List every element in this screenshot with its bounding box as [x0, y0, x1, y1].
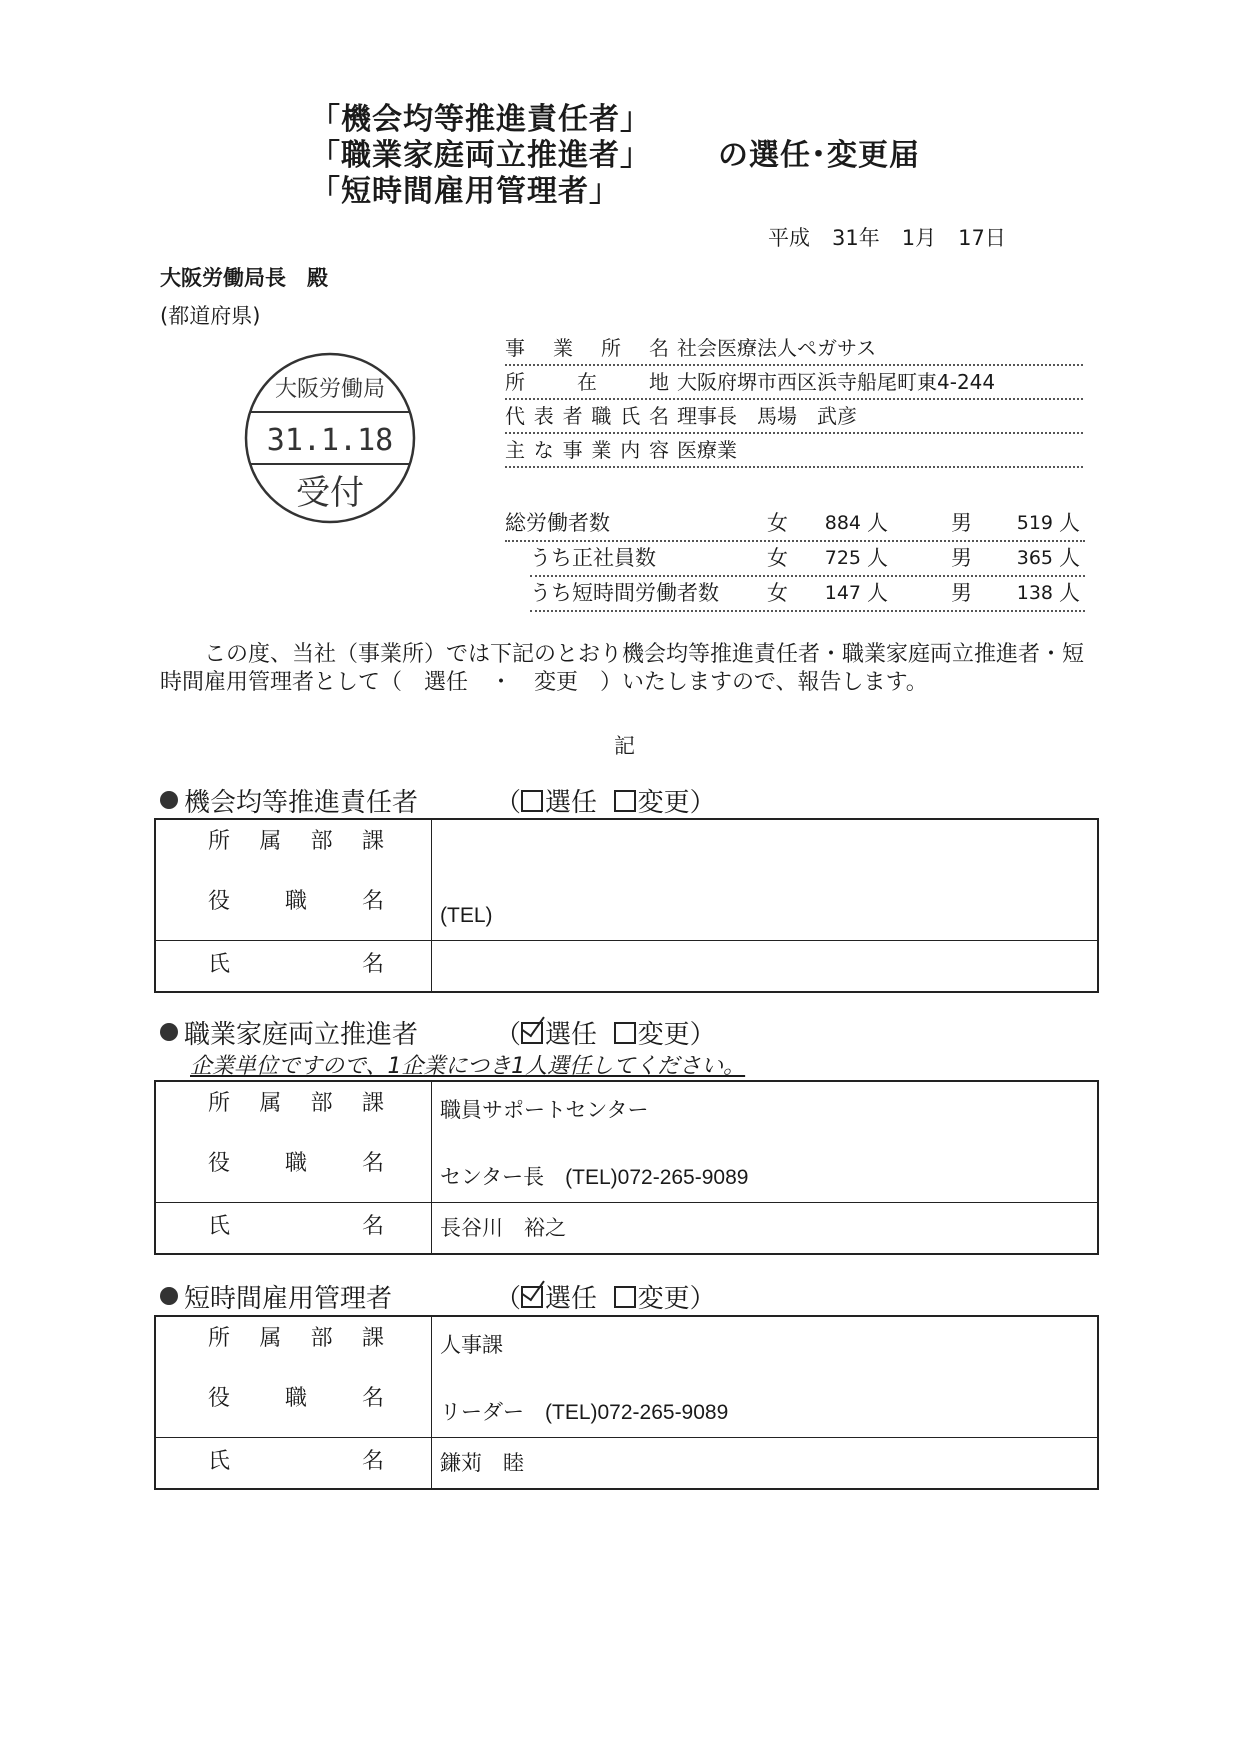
option-select-label: 選任	[545, 788, 598, 818]
value-cell[interactable]	[432, 1316, 1099, 1438]
male-count: 365	[1016, 547, 1053, 569]
title-line-2: 「職業家庭両立推進者」	[310, 138, 651, 173]
label-name: 氏名	[208, 952, 384, 977]
checkbox-select[interactable]	[521, 790, 543, 812]
info-value: 医療業	[677, 438, 737, 462]
section-table-part-time	[154, 1315, 1099, 1490]
option-paren: （	[495, 1020, 522, 1050]
option-change-label: 変更）	[637, 1020, 716, 1050]
name-cell[interactable]	[432, 1203, 1099, 1255]
section-title: 機会均等推進責任者	[184, 788, 419, 818]
bullet-icon	[160, 791, 178, 809]
title-suffix: の選任･変更届	[718, 138, 920, 173]
female-label: 女	[767, 511, 788, 535]
section-table-equal-opportunity	[154, 818, 1099, 993]
name-value: 鎌苅 睦	[440, 1451, 524, 1475]
section-heading-part-time	[160, 1278, 716, 1315]
male-count: 519	[1016, 512, 1053, 534]
label-position: 役職名	[208, 889, 384, 914]
label-name: 氏名	[208, 1449, 384, 1474]
section-options	[495, 782, 716, 819]
dept-value	[432, 820, 1097, 880]
label-dept: 所属部課	[208, 1326, 384, 1351]
name-cell[interactable]	[432, 941, 1099, 993]
option-select-label: 選任	[545, 1020, 598, 1050]
unit-label: 人	[867, 546, 888, 570]
count-row-parttime	[530, 576, 1085, 612]
section-note: 企業単位ですので、1企業につき1人選任してください。	[190, 1054, 746, 1079]
info-value: 社会医療法人ペガサス	[677, 336, 877, 360]
checkbox-select-checked[interactable]	[521, 1022, 543, 1044]
section-title: 職業家庭両立推進者	[184, 1020, 419, 1050]
date-month: 1月	[901, 226, 937, 250]
info-label: 事業所名	[505, 336, 669, 360]
bullet-icon	[160, 1023, 178, 1041]
unit-label: 人	[867, 581, 888, 605]
section-heading-work-family	[160, 1014, 716, 1051]
count-row-regular	[530, 541, 1085, 577]
info-row-business	[505, 434, 1083, 468]
option-change-label: 変更）	[637, 788, 716, 818]
checkbox-change[interactable]	[614, 1286, 636, 1308]
female-label: 女	[767, 546, 788, 570]
checkbox-change[interactable]	[614, 1022, 636, 1044]
female-count: 725	[824, 547, 861, 569]
title-line-1: 「機会均等推進責任者」	[310, 102, 651, 137]
option-select-label: 選任	[545, 1284, 598, 1314]
unit-label: 人	[867, 511, 888, 535]
date-year: 31年	[832, 226, 880, 250]
section-heading-equal-opportunity	[160, 782, 716, 819]
info-row-address	[505, 366, 1083, 400]
female-label: 女	[767, 581, 788, 605]
male-label: 男	[951, 546, 972, 570]
reception-stamp	[242, 350, 418, 526]
addressee-sub: (都道府県)	[160, 304, 261, 328]
option-paren: （	[495, 1284, 522, 1314]
male-label: 男	[951, 511, 972, 535]
info-label: 主な事業内容	[505, 438, 669, 462]
unit-label: 人	[1059, 546, 1080, 570]
info-value: 大阪府堺市西区浜寺船尾町東4-244	[677, 370, 996, 394]
value-cell[interactable]	[432, 819, 1099, 941]
value-cell[interactable]	[432, 1081, 1099, 1203]
unit-label: 人	[1059, 581, 1080, 605]
male-count: 138	[1016, 582, 1053, 604]
count-row-total	[505, 506, 1085, 542]
checkbox-change[interactable]	[614, 790, 636, 812]
info-label: 所在地	[505, 370, 669, 394]
bullet-icon	[160, 1287, 178, 1305]
date-day: 17日	[958, 226, 1006, 250]
name-value	[432, 941, 1097, 991]
checkbox-select-checked[interactable]	[521, 1286, 543, 1308]
dept-value: 人事課	[440, 1333, 503, 1357]
submission-date	[768, 222, 1028, 252]
info-row-representative	[505, 400, 1083, 434]
count-label: うち短時間労働者数	[530, 581, 719, 605]
section-table-work-family	[154, 1080, 1099, 1255]
position-value: リーダー (TEL)072-265-9089	[440, 1401, 729, 1424]
report-paragraph: この度、当社（事業所）では下記のとおり機会均等推進責任者・職業家庭両立推進者・短時間雇用管理者として（ 選任 ・ 変更 ）いたしますので、報告します。	[160, 642, 1085, 695]
name-value: 長谷川 裕之	[440, 1216, 566, 1240]
unit-label: 人	[1059, 511, 1080, 535]
section-options	[495, 1014, 716, 1051]
label-name: 氏名	[208, 1214, 384, 1239]
position-value: センター長 (TEL)072-265-9089	[440, 1166, 749, 1189]
name-cell[interactable]	[432, 1438, 1099, 1490]
section-options	[495, 1278, 716, 1315]
label-cell	[155, 819, 432, 941]
option-change-label: 変更）	[637, 1284, 716, 1314]
date-era: 平成	[768, 226, 810, 250]
title-line-3: 「短時間雇用管理者」	[310, 174, 620, 209]
option-paren: （	[495, 788, 522, 818]
stamp-bottom-text: 受付	[296, 473, 364, 513]
dept-value: 職員サポートセンター	[440, 1098, 649, 1122]
label-dept: 所属部課	[208, 1091, 384, 1116]
label-position: 役職名	[208, 1386, 384, 1411]
stamp-top-text: 大阪労働局	[274, 377, 386, 402]
female-count: 884	[824, 512, 861, 534]
position-value: (TEL)	[440, 904, 493, 927]
info-label: 代表者職氏名	[505, 404, 669, 428]
count-label: うち正社員数	[530, 546, 656, 570]
ki-heading: 記	[614, 734, 635, 758]
count-label: 総労働者数	[505, 511, 610, 535]
info-row-office	[505, 332, 1083, 366]
male-label: 男	[951, 581, 972, 605]
info-value: 理事長 馬場 武彦	[677, 404, 857, 428]
label-dept: 所属部課	[208, 829, 384, 854]
addressee-name: 大阪労働局長 殿	[160, 266, 328, 290]
stamp-date: 31.1.18	[266, 423, 394, 458]
section-title: 短時間雇用管理者	[184, 1284, 393, 1314]
female-count: 147	[824, 582, 861, 604]
label-position: 役職名	[208, 1151, 384, 1176]
